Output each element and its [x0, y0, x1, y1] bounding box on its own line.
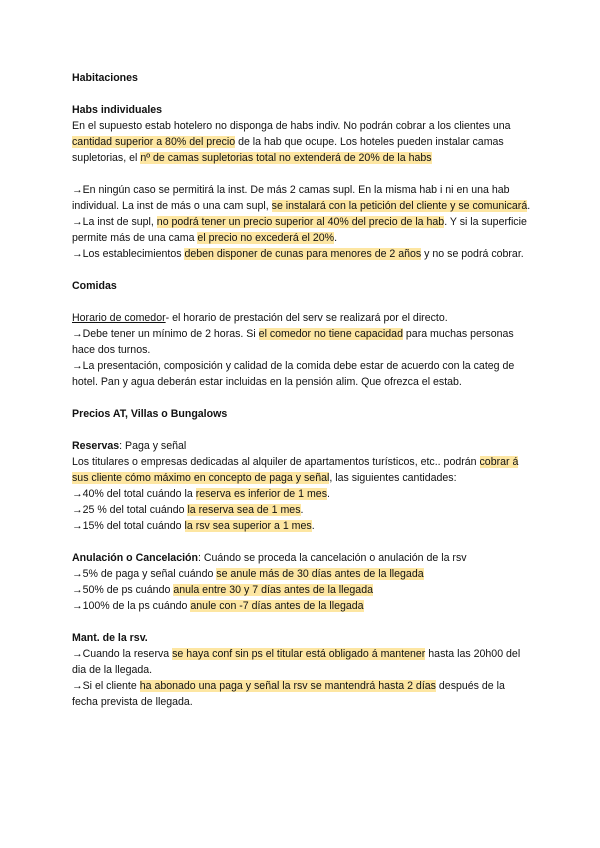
spacer [72, 614, 532, 630]
spacer [72, 294, 532, 310]
list-item: →25 % del total cuándo la reserva sea de 1 mes. [72, 504, 304, 516]
anulacion-line: Anulación o Cancelación: Cuándo se proceda la cancelación o anulación de la rsv [72, 552, 467, 564]
paragraph-mant-2: →Si el cliente ha abonado una paga y señal la rsv se mantendrá hasta 2 días después de la fecha prevista de llegada. [72, 680, 505, 708]
highlight: cantidad superior a 80% del precio [72, 136, 236, 148]
paragraph-comidas-2: →Debe tener un mínimo de 2 horas. Si el comedor no tiene capacidad para muchas personas hace dos turnos. [72, 328, 514, 356]
highlight: el comedor no tiene capacidad [258, 328, 403, 340]
paragraph-individuales-3: →La inst de supl, no podrá tener un precio superior al 40% del precio de la hab. Y si la superficie permite más de una cama el precio no excederá el 20%. [72, 216, 527, 244]
reservas-label: Reservas [72, 440, 120, 452]
paragraph-individuales-2: →En ningún caso se permitirá la inst. De más 2 camas supl. En la misma hab i ni en una hab individual. La inst de más o una cam supl, se instalará con la petición del cliente y se comunicará. [72, 184, 531, 212]
list-item: →5% de paga y señal cuándo se anule más de 30 días antes de la llegada [72, 568, 424, 580]
section-heading-comidas: Comidas [72, 280, 117, 292]
underlined-term: Horario de comedor [72, 312, 166, 324]
list-item: →100% de la ps cuándo anule con -7 días antes de la llegada [72, 600, 364, 612]
spacer [72, 390, 532, 406]
spacer [72, 262, 532, 278]
highlight: la rsv sea superior a 1 mes [184, 520, 312, 532]
highlight: nº de camas supletorias total no extenderá de 20% de la habs [140, 152, 432, 164]
page-title: Habitaciones [72, 72, 138, 84]
spacer [72, 534, 532, 550]
anulacion-label: Anulación o Cancelación [72, 552, 198, 564]
paragraph-individuales-4: →Los establecimientos deben disponer de cunas para menores de 2 años y no se podrá cobrar. [72, 248, 524, 260]
spacer [72, 422, 532, 438]
highlight: reserva es inferior de 1 mes [195, 488, 327, 500]
paragraph-mant-1: →Cuando la reserva se haya conf sin ps el titular está obligado á mantener hasta las 20h00 del dia de la llegada. [72, 648, 521, 676]
section-heading-mant: Mant. de la rsv. [72, 632, 148, 644]
highlight: se anule más de 30 días antes de la llegada [216, 568, 424, 580]
highlight: el precio no excederá el 20% [197, 232, 335, 244]
spacer [72, 166, 532, 182]
highlight: cobrar á sus cliente cómo máximo en concepto de paga y señal [72, 456, 519, 484]
paragraph-comidas-1: Horario de comedor- el horario de prestación del serv se realizará por el directo. [72, 312, 448, 324]
paragraph-individuales-1: En el supuesto estab hotelero no disponga de habs indiv. No podrán cobrar a los clientes una cantidad superior a 80% del precio de la hab que ocupe. Los hoteles pueden instalar camas supletorias, el nº de camas supletorias total no extenderá de 20% de la habs [72, 120, 511, 164]
highlight: se haya conf sin ps el titular está obligado á mantener [172, 648, 426, 660]
paragraph-comidas-3: →La presentación, composición y calidad de la comida debe estar de acuerdo con la categ de hotel. Pan y agua deberán estar incluidas en la pensión alim. Que ofrezca el estab. [72, 360, 515, 388]
document-page [72, 70, 532, 710]
highlight: la reserva sea de 1 mes [187, 504, 301, 516]
highlight: se instalará con la petición del cliente y se comunicará [271, 200, 528, 212]
highlight: ha abonado una paga y señal la rsv se mantendrá hasta 2 días [139, 680, 436, 692]
paragraph-precios-1: Los titulares o empresas dedicadas al alquiler de apartamentos turísticos, etc.. podrán cobrar á sus cliente cómo máximo en concepto de paga y señal, las siguientes cantidades: [72, 456, 519, 484]
spacer [72, 86, 532, 102]
section-heading-precios: Precios AT, Villas o Bungalows [72, 408, 228, 420]
list-item: →50% de ps cuándo anula entre 30 y 7 días antes de la llegada [72, 584, 373, 596]
list-item: →40% del total cuándo la reserva es inferior de 1 mes. [72, 488, 330, 500]
section-heading-individuales: Habs individuales [72, 104, 163, 116]
list-item: →15% del total cuándo la rsv sea superior a 1 mes. [72, 520, 315, 532]
highlight: anula entre 30 y 7 días antes de la llegada [173, 584, 373, 596]
highlight: no podrá tener un precio superior al 40% del precio de la hab [156, 216, 445, 228]
highlight: anule con -7 días antes de la llegada [190, 600, 364, 612]
highlight: deben disponer de cunas para menores de 2 años [184, 248, 422, 260]
reservas-line: Reservas: Paga y señal [72, 440, 187, 452]
